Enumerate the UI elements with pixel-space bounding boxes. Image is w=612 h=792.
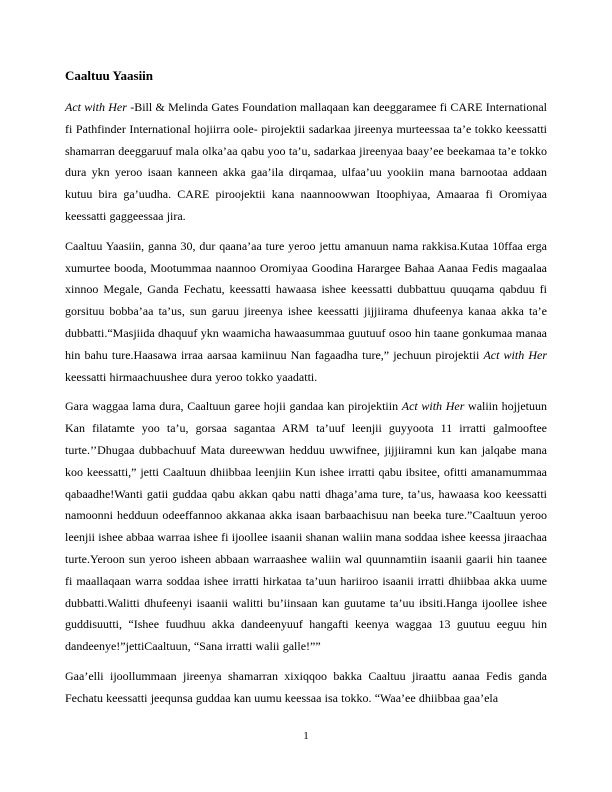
paragraph-3-pre: Gara waggaa lama dura, Caaltuun garee hojii gandaa kan pirojektiin (65, 399, 402, 414)
page-number: 1 (303, 730, 309, 742)
paragraph-4-pre: Gaa’elli ijoollummaan jireenya shamarran xixiqqoo bakka Caaltuu jiraattu aanaa Fedis ganda Fechatu keessatti jeequnsa guddaa kan uumu keessaa isa tokko. “Waa’ee dhiibbaa gaa’ela (65, 668, 547, 705)
paragraph-2-italic-phrase: Act with Her (483, 347, 547, 362)
paragraph-1-post: -Bill & Melinda Gates Foundation mallaqaan kan deeggaramee fi CARE International fi Pathfinder International hojiirra oole- pirojektii sadarkaa jireenya murteessaa ta’e tokko keessatti shamarran deeggaruuf mala olka’aa qabu yoo ta’u, sadarkaa jireenyaa baay’ee beekamaa ta’e tokko dura ykn yeroo isaan kanneen akka gaa’ila dirqamaa, ulfaa’uu yookiin mana barnootaa addaan kutuu bira ga’uudha. CARE piroojektii kana naannoowwan Itoophiyaa, Amaaraa fi Oromiyaa keessatti gaggeessaa jira. (65, 100, 548, 223)
paragraph-3-post: waliin hojjetuun Kan filatamte yoo ta’u, gorsaa sagantaa ARM ta’uuf leenjii guyyoota 11 irratti galmooftee turte.’’Dhugaa dubbachuuf Mata dureewwan hedduu uwwifnee, jijjiiramni kun kan jalqabe mana koo keessatti,” jetti Caaltuun dhiibbaa leenjiin Kun ishee irratti qabu ibsitee, ofitti amanamummaa qabaadhe!Wanti gatii guddaa qabu akkan qabu natti dhaga’ama ture, ta’us, hawaasa koo keessatti namoonni hedduun odeeffannoo akkanaa akka isaan barbaachisuu nan beeka ture.”Caaltuun yeroo leenjii ishee abbaa warraa ishee fi ijoollee isaanii shanan waliin mana soddaa ishee keessa jiraachaa turte.Yeroon sun yeroo isheen abbaan warraashee waliin wal quunnamtiin isaanii gaarii hin taanee fi maallaqaan warra soddaa ishee irratti hirkataa ta’uun hariiroo isaanii irratti dhiibbaa akka uume dubbatti.Walitti dhufeenyi isaanii walitti bu’iinsaan kan guutame ta’uu ibsiti.Hanga ijoollee ishee guddisuutti, “Ishee fuudhuu akka dandeenyuuf hangafti keenya waggaa 13 guutuu eeguu hin dandeenye!”jettiCaaltuun, “Sana irratti walii galle!”” (65, 399, 548, 654)
paragraph-2 (65, 236, 547, 389)
paragraph-3-italic-phrase: Act with Her (401, 399, 465, 414)
paragraph-1 (65, 97, 547, 228)
paragraph-4 (65, 666, 547, 710)
paragraph-1-italic-phrase: Act with Her (65, 100, 127, 114)
document-title: Caaltuu Yaasiin (65, 68, 154, 83)
paragraph-2-pre: Caaltuu Yaasiin, ganna 30, dur qaana’aa ture yeroo jettu amanuun nama rakkisa.Kutaa 10ffaa erga xumurtee booda, Mootummaa naannoo Oromiyaa Goodina Harargee Bahaa Aanaa Fedis magaalaa xinnoo Megale, Ganda Fechatu, keessatti hawaasa ishee keessatti dubbattuu quuqama qabduu fi gorsituu bobba’aa ta’us, sun garuu jireenya ishee keessatti jijjiirama dhufeenya kanaa akka ta’e dubbatti.“Masjiida dhaquuf ykn waamicha hawaasummaa guutuuf osoo hin taane gonkumaa manaa hin bahu ture.Haasawa irraa aarsaa kamiinuu Nan fagaadha ture,” jechuun pirojektii (65, 238, 547, 362)
paragraph-3 (65, 396, 547, 658)
paragraph-2-post: keessatti hirmaachuushee dura yeroo tokko yaadatti. (65, 369, 318, 384)
